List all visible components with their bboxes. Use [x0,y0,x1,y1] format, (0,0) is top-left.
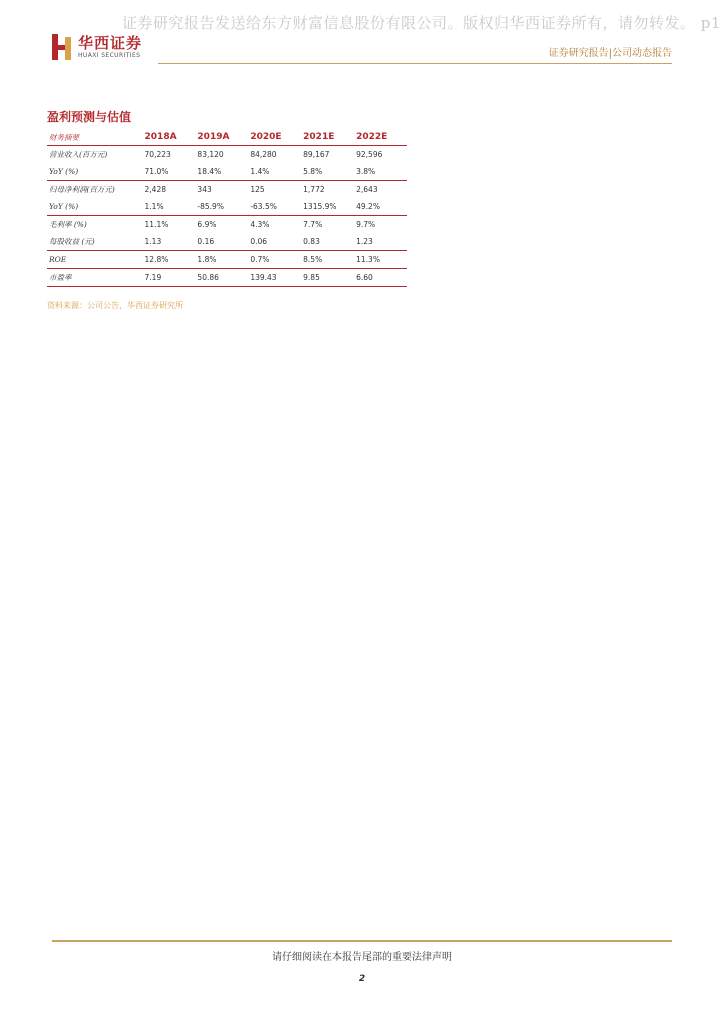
cell: 3.8% [354,163,407,181]
row-label: 市盈率 [47,269,143,287]
cell: -85.9% [195,198,248,216]
logo-name-cn: 华西证券 [78,33,143,52]
cell: 83,120 [197,150,224,159]
cell: 92,596 [356,150,383,159]
table-row [47,146,407,164]
row-label: YoY (%) [47,163,143,181]
table-row [47,216,407,234]
cell: 125 [250,185,265,194]
cell: 1.8% [195,251,248,269]
cell: 343 [197,185,212,194]
cell: 0.83 [301,233,354,251]
watermark-text: 证券研究报告发送给东方财富信息股份有限公司。版权归华西证券所有，请勿转发。 p1 [122,14,721,32]
cell: 6.9% [197,220,217,229]
table-row [47,181,407,199]
cell: 0.06 [248,233,301,251]
cell: 5.8% [301,163,354,181]
cell: 1,772 [303,185,325,194]
cell: 9.85 [301,269,354,287]
cell: 2,428 [144,185,167,194]
cell: 0.16 [195,233,248,251]
table-row [47,198,407,216]
cell: 50.86 [195,269,248,287]
table-row [47,269,407,287]
cell: 8.5% [301,251,354,269]
row-label: 营业收入(百万元) [49,150,108,159]
table-row [47,233,407,251]
report-type-label: 证券研究报告|公司动态报告 [548,48,672,59]
cell: 70,223 [144,150,171,159]
cell: 7.7% [303,220,323,229]
year-header: 2020E [248,129,301,146]
logo-icon [52,34,72,60]
page-number: 2 [358,974,366,984]
table-header-row [47,129,407,146]
cell: 18.4% [195,163,248,181]
logo-name-en: HUAXI SECURITIES [78,51,141,59]
cell: 2,643 [356,185,378,194]
table-header-label: 财务摘要 [47,129,143,146]
header-divider [158,63,672,64]
row-label: 归母净利润(百万元) [49,185,115,194]
year-header: 2022E [354,129,407,146]
financial-summary-table [47,129,407,287]
year-header: 2021E [301,129,354,146]
row-label: YoY (%) [47,198,143,216]
cell: 89,167 [303,150,330,159]
cell: 12.8% [143,251,196,269]
table-row [47,163,407,181]
cell: 71.0% [143,163,196,181]
cell: 11.1% [144,220,169,229]
row-label: 每股收益 (元) [47,233,143,251]
company-logo [52,34,142,60]
section-title: 盈利预测与估值 [47,110,132,124]
cell: 84,280 [250,150,277,159]
cell: 6.60 [354,269,407,287]
cell: 7.19 [143,269,196,287]
table-row [47,251,407,269]
row-label: 毛利率 (%) [49,220,87,229]
cell: 0.7% [248,251,301,269]
cell: 9.7% [356,220,376,229]
cell: 4.3% [250,220,270,229]
cell: 1.23 [354,233,407,251]
cell: 49.2% [354,198,407,216]
cell: 11.3% [354,251,407,269]
cell: 1315.9% [301,198,354,216]
footer-divider [52,940,672,942]
cell: -63.5% [248,198,301,216]
cell: 1.13 [143,233,196,251]
data-source-note: 资料来源：公司公告，华西证券研究所 [47,301,183,310]
cell: 139.43 [248,269,301,287]
cell: 1.1% [143,198,196,216]
legal-notice: 请仔细阅读在本报告尾部的重要法律声明 [272,952,452,963]
cell: 1.4% [248,163,301,181]
year-header: 2019A [195,129,248,146]
year-header: 2018A [143,129,196,146]
row-label: ROE [47,251,143,269]
